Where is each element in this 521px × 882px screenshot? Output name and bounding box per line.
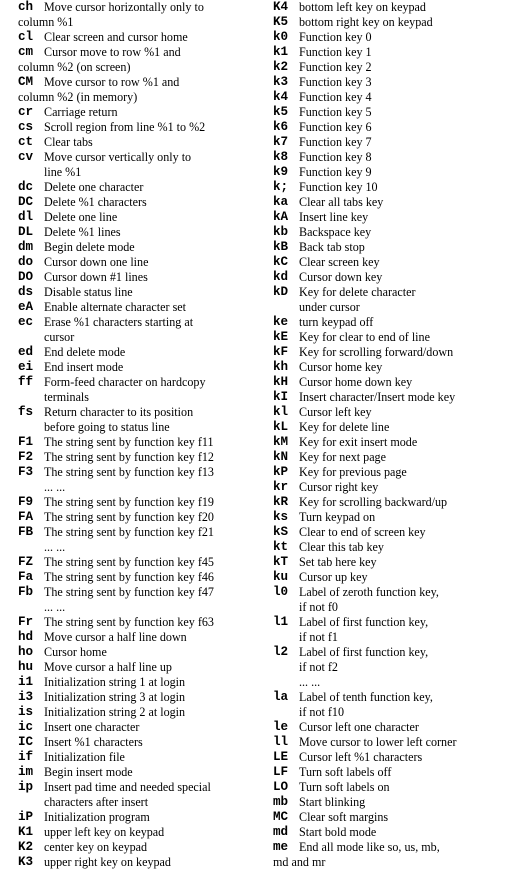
capability-description: Move cursor a half line up bbox=[44, 660, 172, 674]
description-continuation: column %2 (in memory) bbox=[18, 90, 138, 104]
capability-code: FZ bbox=[18, 555, 34, 569]
capability-code: kh bbox=[273, 360, 289, 374]
capability-code: mb bbox=[273, 795, 289, 809]
capability-description: Initialization string 2 at login bbox=[44, 705, 186, 719]
capability-description: Clear screen and cursor home bbox=[44, 30, 188, 44]
capability-code: md bbox=[273, 825, 289, 839]
capability-code: ct bbox=[18, 135, 34, 149]
capability-description: Turn soft labels off bbox=[299, 765, 392, 779]
capability-code: cl bbox=[18, 30, 34, 44]
capability-code: k9 bbox=[273, 165, 289, 179]
description-continuation: ... ... bbox=[44, 480, 66, 494]
capability-description: Backspace key bbox=[299, 225, 372, 239]
capability-description: Function key 2 bbox=[299, 60, 372, 74]
capability-description: Function key 3 bbox=[299, 75, 372, 89]
capability-description: Key for delete line bbox=[299, 420, 390, 434]
capability-code: l0 bbox=[273, 585, 289, 599]
capability-description: Begin insert mode bbox=[44, 765, 133, 779]
capability-code: K2 bbox=[18, 840, 34, 854]
capability-code: k7 bbox=[273, 135, 289, 149]
capability-description: Return character to its position bbox=[44, 405, 194, 419]
capability-description: Key for scrolling forward/down bbox=[299, 345, 454, 359]
capability-code: k; bbox=[273, 180, 289, 194]
capability-code: ch bbox=[18, 0, 34, 14]
capability-code: kC bbox=[273, 255, 289, 269]
capability-description: Function key 4 bbox=[299, 90, 372, 104]
description-continuation: column %1 bbox=[18, 15, 74, 29]
capability-code: k8 bbox=[273, 150, 289, 164]
description-continuation: terminals bbox=[44, 390, 90, 404]
capability-description: Start bold mode bbox=[299, 825, 377, 839]
capability-code: kl bbox=[273, 405, 289, 419]
capability-code: Fb bbox=[18, 585, 34, 599]
capability-description: Function key 8 bbox=[299, 150, 372, 164]
capability-description: Delete %1 characters bbox=[44, 195, 147, 209]
capability-description: Initialization file bbox=[44, 750, 125, 764]
capability-description: Move cursor horizontally only to bbox=[44, 0, 204, 14]
capability-description: Label of zeroth function key, bbox=[299, 585, 439, 599]
capability-code: dc bbox=[18, 180, 34, 194]
capability-description: Initialization program bbox=[44, 810, 150, 824]
capability-description: Insert pad time and needed special bbox=[44, 780, 211, 794]
capability-description: Function key 1 bbox=[299, 45, 372, 59]
capability-code: IC bbox=[18, 735, 34, 749]
capability-code: ks bbox=[273, 510, 289, 524]
description-continuation: cursor bbox=[44, 330, 75, 344]
capability-description: Move cursor a half line down bbox=[44, 630, 187, 644]
capability-description: Label of tenth function key, bbox=[299, 690, 433, 704]
description-continuation: line %1 bbox=[44, 165, 82, 179]
capability-description: Function key 9 bbox=[299, 165, 372, 179]
capability-description: Key for exit insert mode bbox=[299, 435, 418, 449]
capability-code: ke bbox=[273, 315, 289, 329]
capability-code: fs bbox=[18, 405, 34, 419]
capability-code: ec bbox=[18, 315, 34, 329]
capability-code: ip bbox=[18, 780, 34, 794]
capability-description: Set tab here key bbox=[299, 555, 377, 569]
capability-description: Move cursor vertically only to bbox=[44, 150, 192, 164]
capability-description: Delete one line bbox=[44, 210, 118, 224]
capability-description: Cursor down key bbox=[299, 270, 383, 284]
capability-code: kS bbox=[273, 525, 289, 539]
capability-description: Delete one character bbox=[44, 180, 144, 194]
capability-code: k5 bbox=[273, 105, 289, 119]
capability-code: K5 bbox=[273, 15, 289, 29]
capability-description: The string sent by function key f13 bbox=[44, 465, 214, 479]
capability-description: End delete mode bbox=[44, 345, 126, 359]
capability-description: Cursor up key bbox=[299, 570, 368, 584]
capability-code: DL bbox=[18, 225, 34, 239]
description-continuation: ... ... bbox=[299, 675, 321, 689]
capability-description: Function key 10 bbox=[299, 180, 378, 194]
description-continuation: if not f0 bbox=[299, 600, 338, 614]
capability-description: Clear all tabs key bbox=[299, 195, 384, 209]
capability-code: F3 bbox=[18, 465, 34, 479]
capability-code: kr bbox=[273, 480, 289, 494]
capability-code: K1 bbox=[18, 825, 34, 839]
capability-description: Function key 7 bbox=[299, 135, 372, 149]
description-continuation: if not f10 bbox=[299, 705, 345, 719]
capability-description: Cursor move to row %1 and bbox=[44, 45, 181, 59]
capability-code: FB bbox=[18, 525, 34, 539]
capability-description: Insert character/Insert mode key bbox=[299, 390, 456, 404]
capability-code: F1 bbox=[18, 435, 34, 449]
capability-code: MC bbox=[273, 810, 289, 824]
capability-description: Initialization string 1 at login bbox=[44, 675, 186, 689]
capability-description: bottom right key on keypad bbox=[299, 15, 433, 29]
capability-description: Key for scrolling backward/up bbox=[299, 495, 448, 509]
capability-description: Enable alternate character set bbox=[44, 300, 187, 314]
capability-code: kN bbox=[273, 450, 289, 464]
capability-description: turn keypad off bbox=[299, 315, 374, 329]
capability-description: Clear this tab key bbox=[299, 540, 384, 554]
capability-description: Clear to end of screen key bbox=[299, 525, 426, 539]
capability-description: Key for clear to end of line bbox=[299, 330, 430, 344]
capability-description: Begin delete mode bbox=[44, 240, 135, 254]
capability-description: Cursor left one character bbox=[299, 720, 419, 734]
capability-code: cv bbox=[18, 150, 34, 164]
capability-description: Cursor home key bbox=[299, 360, 383, 374]
capability-code: K3 bbox=[18, 855, 34, 869]
capability-description: Insert one character bbox=[44, 720, 140, 734]
capability-code: ic bbox=[18, 720, 34, 734]
capability-code: i3 bbox=[18, 690, 34, 704]
capability-code: kM bbox=[273, 435, 289, 449]
capability-description: Label of first function key, bbox=[299, 645, 429, 659]
capability-code: im bbox=[18, 765, 34, 779]
capability-description: Cursor down one line bbox=[44, 255, 149, 269]
capability-code: kF bbox=[273, 345, 289, 359]
capability-description: Label of first function key, bbox=[299, 615, 429, 629]
capability-description: Function key 5 bbox=[299, 105, 372, 119]
description-continuation: under cursor bbox=[299, 300, 360, 314]
capability-description: Key for previous page bbox=[299, 465, 407, 479]
capability-description: Insert line key bbox=[299, 210, 369, 224]
description-continuation: column %2 (on screen) bbox=[18, 60, 131, 74]
capability-code: kE bbox=[273, 330, 289, 344]
capability-description: Function key 6 bbox=[299, 120, 372, 134]
capability-code: k6 bbox=[273, 120, 289, 134]
capability-code: kL bbox=[273, 420, 289, 434]
capability-description: The string sent by function key f63 bbox=[44, 615, 214, 629]
capability-code: dm bbox=[18, 240, 34, 254]
capability-description: Scroll region from line %1 to %2 bbox=[44, 120, 206, 134]
capability-description: The string sent by function key f11 bbox=[44, 435, 214, 449]
capability-code: kP bbox=[273, 465, 289, 479]
capability-description: Turn keypad on bbox=[299, 510, 376, 524]
capability-description: End insert mode bbox=[44, 360, 124, 374]
capability-description: Clear soft margins bbox=[299, 810, 389, 824]
capability-code: ds bbox=[18, 285, 34, 299]
description-continuation: before going to status line bbox=[44, 420, 170, 434]
capability-description: bottom left key on keypad bbox=[299, 0, 426, 14]
capability-code: ka bbox=[273, 195, 289, 209]
capability-code: F2 bbox=[18, 450, 34, 464]
capability-code: LO bbox=[273, 780, 289, 794]
description-continuation: characters after insert bbox=[44, 795, 149, 809]
capability-code: k3 bbox=[273, 75, 289, 89]
capability-code: kd bbox=[273, 270, 289, 284]
capability-code: K4 bbox=[273, 0, 289, 14]
capability-description: Delete %1 lines bbox=[44, 225, 121, 239]
description-continuation: md and mr bbox=[273, 855, 326, 869]
capability-code: kI bbox=[273, 390, 289, 404]
capability-description: upper right key on keypad bbox=[44, 855, 171, 869]
capability-code: hd bbox=[18, 630, 34, 644]
capability-description: Cursor home bbox=[44, 645, 107, 659]
capability-code: hu bbox=[18, 660, 34, 674]
capability-code: DC bbox=[18, 195, 34, 209]
capability-description: The string sent by function key f21 bbox=[44, 525, 214, 539]
capability-description: The string sent by function key f12 bbox=[44, 450, 214, 464]
capability-code: k0 bbox=[273, 30, 289, 44]
capability-description: Cursor left key bbox=[299, 405, 372, 419]
capability-code: Fr bbox=[18, 615, 34, 629]
capability-description: Insert %1 characters bbox=[44, 735, 143, 749]
capability-code: CM bbox=[18, 75, 34, 89]
capability-code: cm bbox=[18, 45, 34, 59]
capability-code: is bbox=[18, 705, 34, 719]
capability-description: Key for next page bbox=[299, 450, 386, 464]
capability-code: me bbox=[273, 840, 289, 854]
capability-code: F9 bbox=[18, 495, 34, 509]
capability-description: Initialization string 3 at login bbox=[44, 690, 186, 704]
capability-code: if bbox=[18, 750, 34, 764]
capability-code: l2 bbox=[273, 645, 289, 659]
capability-description: The string sent by function key f46 bbox=[44, 570, 214, 584]
capability-code: eA bbox=[18, 300, 34, 314]
capability-code: kH bbox=[273, 375, 289, 389]
description-continuation: if not f1 bbox=[299, 630, 338, 644]
capability-description: Move cursor to lower left corner bbox=[299, 735, 457, 749]
capability-code: Fa bbox=[18, 570, 34, 584]
capability-code: ei bbox=[18, 360, 34, 374]
capability-code: ho bbox=[18, 645, 34, 659]
capability-code: kb bbox=[273, 225, 289, 239]
capability-description: The string sent by function key f20 bbox=[44, 510, 214, 524]
capability-description: Clear tabs bbox=[44, 135, 93, 149]
capability-description: Cursor left %1 characters bbox=[299, 750, 423, 764]
capability-code: kB bbox=[273, 240, 289, 254]
capability-description: The string sent by function key f19 bbox=[44, 495, 214, 509]
capability-description: Function key 0 bbox=[299, 30, 372, 44]
capability-description: The string sent by function key f45 bbox=[44, 555, 214, 569]
capability-code: LE bbox=[273, 750, 289, 764]
capability-code: le bbox=[273, 720, 289, 734]
capability-description: Move cursor to row %1 and bbox=[44, 75, 180, 89]
capability-description: Carriage return bbox=[44, 105, 118, 119]
capability-description: Start blinking bbox=[299, 795, 366, 809]
capability-description: Key for delete character bbox=[299, 285, 416, 299]
capability-description: Form-feed character on hardcopy bbox=[44, 375, 206, 389]
capability-description: Cursor right key bbox=[299, 480, 379, 494]
capability-description: center key on keypad bbox=[44, 840, 148, 854]
capability-code: iP bbox=[18, 810, 34, 824]
capability-description: Disable status line bbox=[44, 285, 133, 299]
capability-code: ed bbox=[18, 345, 34, 359]
capability-description: End all mode like so, us, mb, bbox=[299, 840, 440, 854]
capability-code: k1 bbox=[273, 45, 289, 59]
capability-code: do bbox=[18, 255, 34, 269]
capability-code: cr bbox=[18, 105, 34, 119]
capability-description: Cursor home down key bbox=[299, 375, 413, 389]
capability-code: ku bbox=[273, 570, 289, 584]
capability-code: cs bbox=[18, 120, 34, 134]
capability-code: ff bbox=[18, 375, 34, 389]
capability-description: The string sent by function key f47 bbox=[44, 585, 214, 599]
capability-code: k2 bbox=[273, 60, 289, 74]
description-continuation: if not f2 bbox=[299, 660, 338, 674]
description-continuation: ... ... bbox=[44, 540, 66, 554]
capability-description: Clear screen key bbox=[299, 255, 380, 269]
capability-description: Back tab stop bbox=[299, 240, 365, 254]
capability-code: kT bbox=[273, 555, 289, 569]
capability-code: l1 bbox=[273, 615, 289, 629]
description-continuation: ... ... bbox=[44, 600, 66, 614]
capability-code: kt bbox=[273, 540, 289, 554]
capability-code: FA bbox=[18, 510, 34, 524]
capability-code: k4 bbox=[273, 90, 289, 104]
capability-code: la bbox=[273, 690, 289, 704]
capability-code: dl bbox=[18, 210, 34, 224]
capability-description: Cursor down #1 lines bbox=[44, 270, 148, 284]
capability-description: Turn soft labels on bbox=[299, 780, 390, 794]
capability-description: upper left key on keypad bbox=[44, 825, 165, 839]
capability-code: i1 bbox=[18, 675, 34, 689]
capability-code: kA bbox=[273, 210, 289, 224]
capability-code: LF bbox=[273, 765, 289, 779]
capability-code: DO bbox=[18, 270, 34, 284]
capability-code: ll bbox=[273, 735, 289, 749]
capability-code: kD bbox=[273, 285, 289, 299]
capability-description: Erase %1 characters starting at bbox=[44, 315, 194, 329]
capability-code: kR bbox=[273, 495, 289, 509]
